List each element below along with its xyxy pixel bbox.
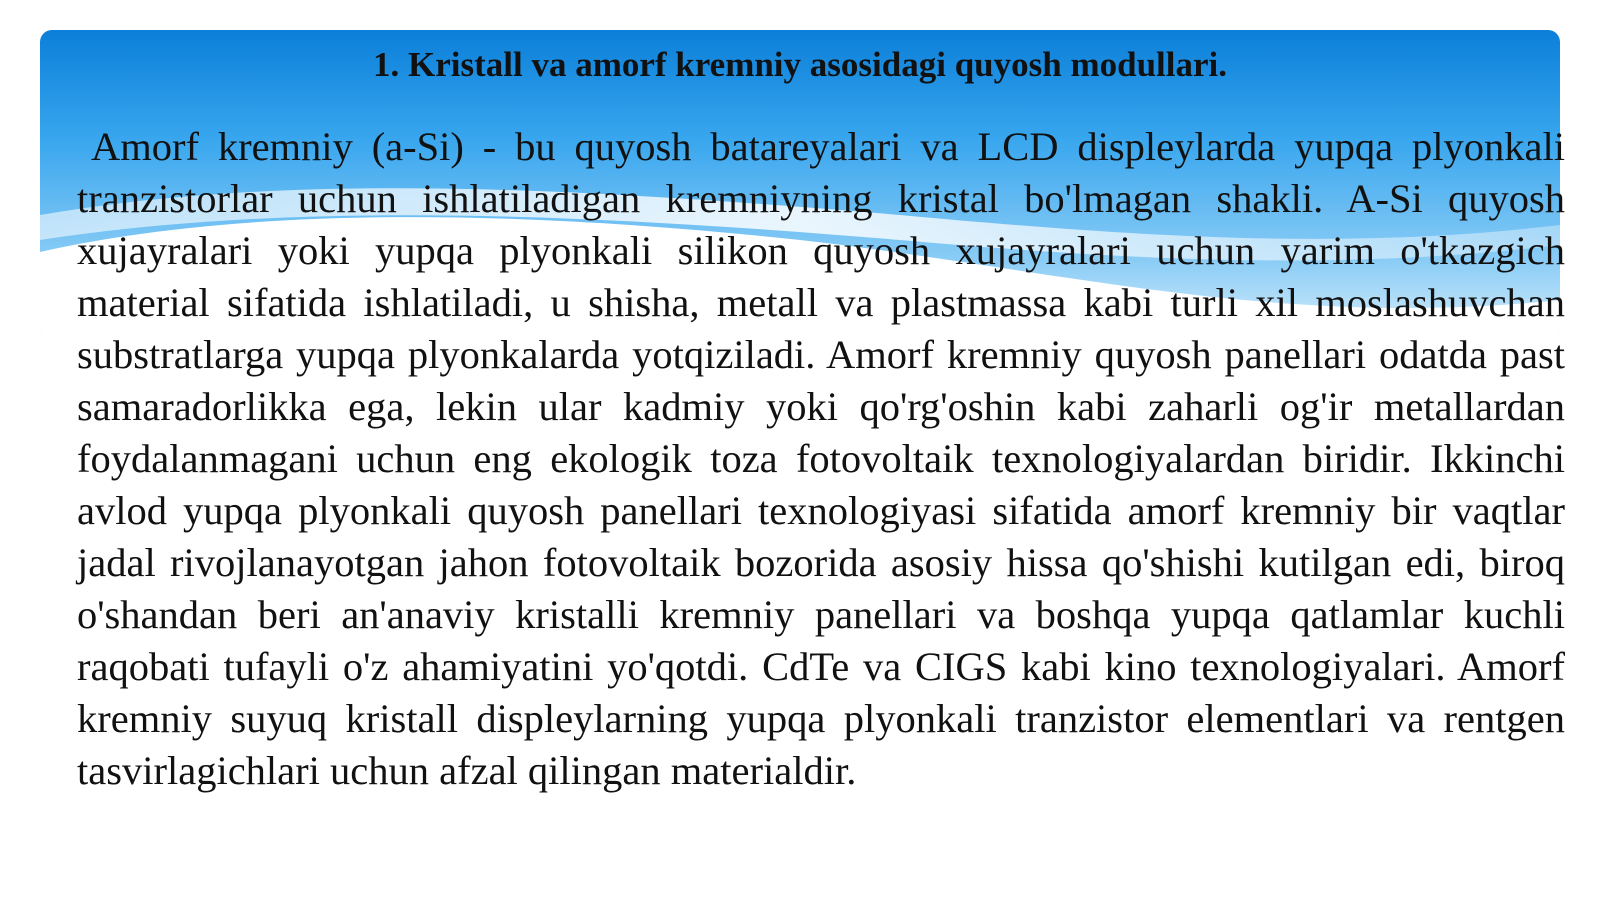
slide-title: 1. Kristall va amorf kremniy asosidagi quyosh modullari. [372,45,1227,84]
body-paragraph: Amorf kremniy (a-Si) - bu quyosh batareyalari va LCD displeylarda yupqa plyonkali tranzistorlar uchun ishlatiladigan kremniyning kristal bo'lmagan shakli. A-Si quyosh xujayralari yoki yupqa plyonkali silikon quyosh xujayralari uchun yarim o'tkazgich material sifatida ishlatiladi, u shisha, metall va plastmassa kabi turli xil moslashuvchan substratlarga yupqa plyonkalarda yotqiziladi. Amorf kremniy quyosh panellari odatda past samaradorlikka ega, lekin ular kadmiy yoki qo'rg'oshin kabi zaharli og'ir metallardan foydalanmagani uchun eng ekologik toza fotovoltaik texnologiyalardan biridir. Ikkinchi avlod yupqa plyonkali quyosh panellari texnologiyasi sifatida amorf kremniy bir vaqtlar jadal rivojlanayotgan jahon fotovoltaik bozorida asosiy hissa qo'shishi kutilgan edi, biroq o'shandan beri an'anaviy kristalli kremniy panellari va boshqa yupqa qatlamlar kuchli raqobati tufayli o'z ahamiyatini yo'qotdi. CdTe va CIGS kabi kino texnologiyalari. Amorf kremniy suyuq kristall displeylarning yupqa plyonkali tranzistor elementlari va rentgen tasvirlagichlari uchun afzal qilingan materialdir. [77,124,1565,793]
